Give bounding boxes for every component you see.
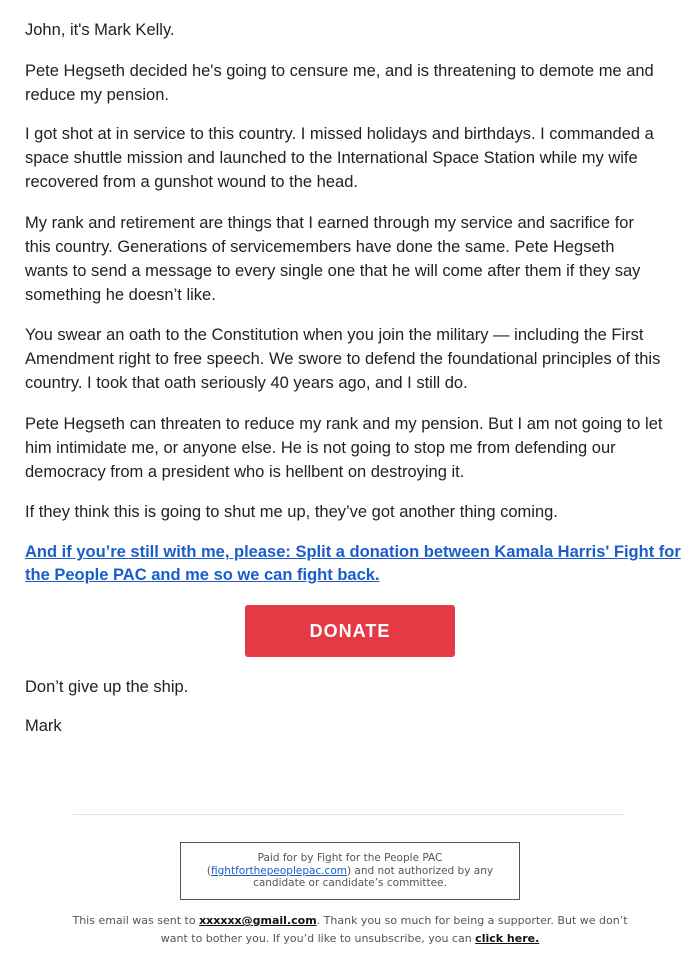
closing-line: Don’t give up the ship. [25, 678, 189, 696]
paragraph-censure: Pete Hegseth decided he's going to censure me, and is threatening to demote me and reduce my pension. [25, 62, 654, 104]
greeting: John, it's Mark Kelly. [25, 21, 175, 39]
sent-prefix: This email was sent to [72, 914, 200, 927]
pac-website-link[interactable]: fightforthepeoplepac.com [211, 864, 347, 877]
recipient-email[interactable]: xxxxxx@gmail.com [199, 914, 317, 927]
unsubscribe-link[interactable]: click here. [475, 932, 540, 945]
donate-button[interactable] [245, 605, 455, 657]
footer-unsubscribe-text [60, 912, 640, 948]
signature: Mark [25, 717, 62, 735]
paid-for-disclaimer [180, 842, 520, 900]
donation-link[interactable]: And if you’re still with me, please: Split a donation between Kamala Harris' Fight for the People PAC and me so we can fight back. [25, 543, 681, 584]
paid-open-paren: ( [206, 864, 212, 877]
paid-line-2: ) and not authorized by any candidate or candidate’s committee. [253, 864, 494, 889]
donate-button-label: DONATE [309, 620, 391, 641]
paragraph-service: I got shot at in service to this country. I missed holidays and birthdays. I commanded a space shuttle mission and launched to the International Space Station while my wife recovered from a gunshot wound to the head. [25, 125, 654, 191]
paragraph-rank: My rank and retirement are things that I earned through my service and sacrifice for this country. Generations of servicemembers have done the same. Pete Hegseth wants to send a message to every single one that he will come after them if they say something he doesn’t like. [25, 214, 641, 304]
paragraph-shut-up: If they think this is going to shut me up, they’ve got another thing coming. [25, 503, 558, 521]
footer-divider [73, 814, 625, 815]
paid-line-1: Paid for by Fight for the People PAC [257, 852, 443, 864]
paragraph-threaten: Pete Hegseth can threaten to reduce my rank and my pension. But I am not going to let him intimidate me, or anyone else. He is not going to stop me from defending our democracy from a president who is hellbent on destroying it. [25, 415, 663, 481]
sent-suffix: . Thank you so much for being a supporter. But we don’t want to bother you. If you’d like to unsubscribe, you can [160, 914, 628, 945]
paragraph-oath: You swear an oath to the Constitution when you join the military — including the First Amendment right to free speech. We swore to defend the foundational principles of this country. I took that oath seriously 40 years ago, and I still do. [25, 326, 661, 392]
